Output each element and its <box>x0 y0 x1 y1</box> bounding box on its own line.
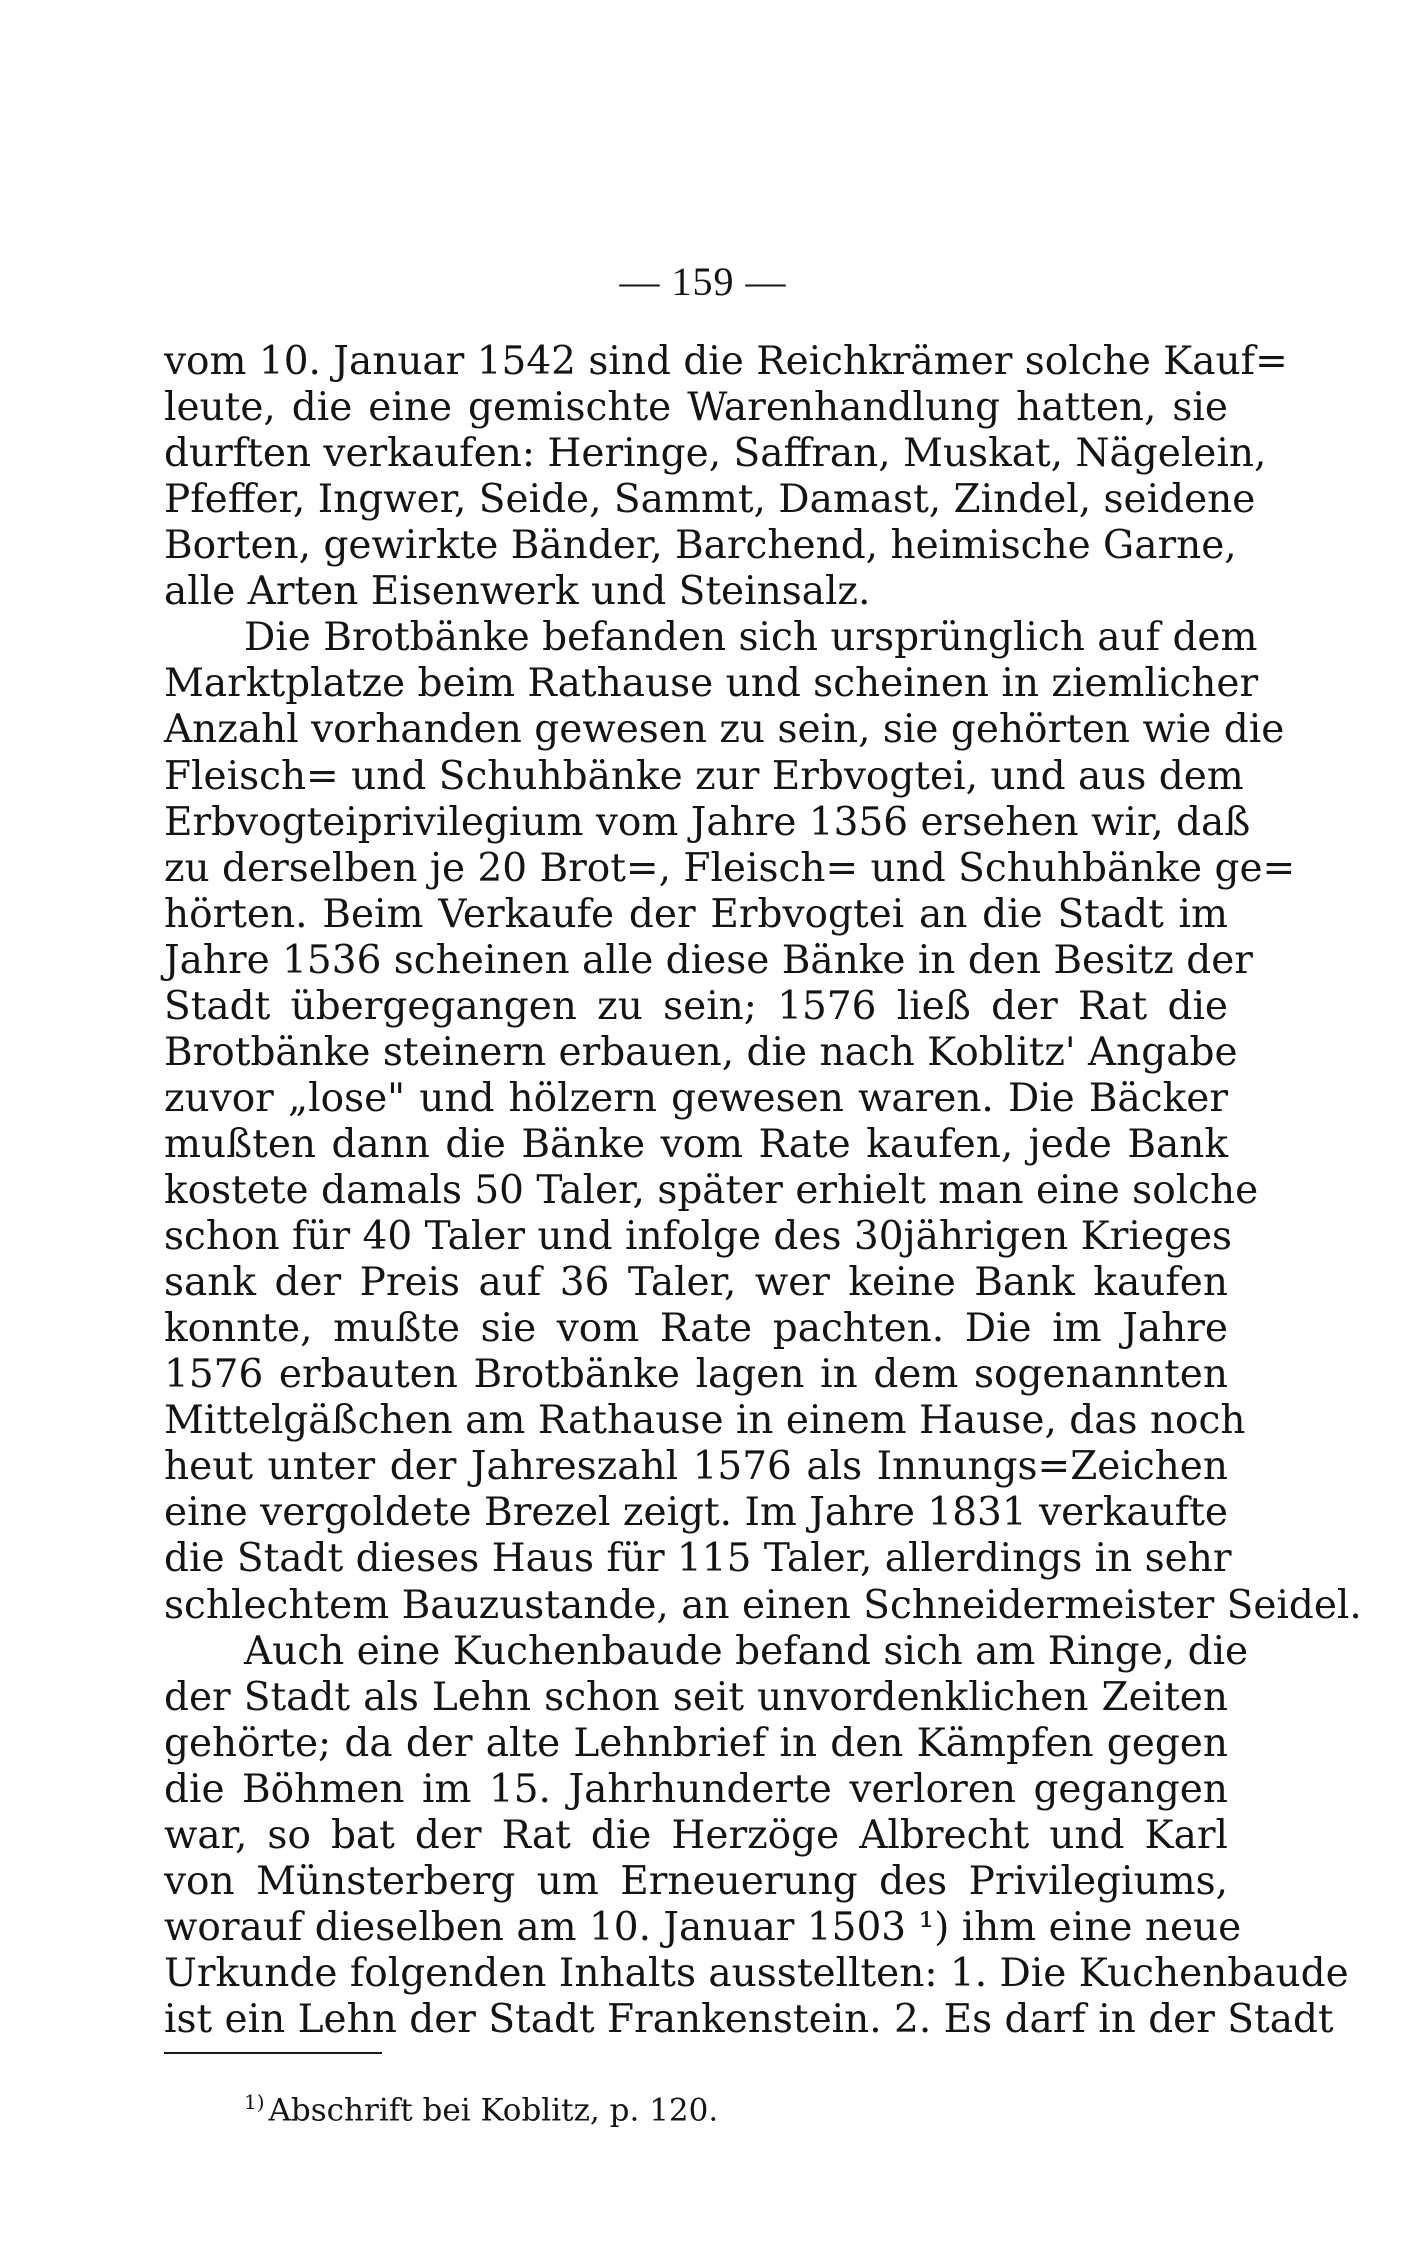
text-line: ist ein Lehn der Stadt Frankenstein. 2. Es darf in der Stadt <box>164 1997 1334 2042</box>
text-line: Mittelgäßchen am Rathause in einem Hause, das noch <box>164 1398 1246 1443</box>
text-line: worauf dieselben am 10. Januar 1503 ¹) ihm eine neue <box>164 1905 1242 1950</box>
text-line: die Böhmen im 15. Jahrhunderte verloren gegangen <box>164 1767 1228 1812</box>
text-line: alle Arten Eisenwerk und Steinsalz. <box>164 569 871 614</box>
text-line: Urkunde folgenden Inhalts ausstellten: 1. Die Kuchenbaude <box>164 1951 1349 1996</box>
text-line: zu derselben je 20 Brot=, Fleisch= und Schuhbänke ge= <box>164 846 1296 891</box>
text-line: eine vergoldete Brezel zeigt. Im Jahre 1831 verkaufte <box>164 1490 1228 1535</box>
text-line: Erbvogteiprivilegium vom Jahre 1356 ersehen wir, daß <box>164 800 1251 845</box>
text-line: Die Brotbänke befanden sich ursprünglich auf dem <box>244 615 1258 660</box>
text-line: Stadt übergegangen zu sein; 1576 ließ der Rat die <box>164 984 1228 1029</box>
footnote-text: Abschrift bei Koblitz, p. 120. <box>268 2092 719 2129</box>
text-line: konnte, mußte sie vom Rate pachten. Die im Jahre <box>164 1306 1228 1351</box>
text-line: heut unter der Jahreszahl 1576 als Innungs=Zeichen <box>164 1444 1228 1489</box>
text-line: leute, die eine gemischte Warenhandlung hatten, sie <box>164 385 1228 430</box>
footnote-marker: 1) <box>244 2090 265 2114</box>
text-line: mußten dann die Bänke vom Rate kaufen, jede Bank <box>164 1122 1228 1167</box>
text-line: von Münsterberg um Erneuerung des Privilegiums, <box>164 1859 1228 1904</box>
text-line: schlechtem Bauzustande, an einen Schneidermeister Seidel. <box>164 1583 1362 1628</box>
text-line: durften verkaufen: Heringe, Saffran, Muskat, Nägelein, <box>164 431 1267 476</box>
text-line: Anzahl vorhanden gewesen zu sein, sie gehörten wie die <box>164 707 1285 752</box>
text-line: zuvor „lose" und hölzern gewesen waren. Die Bäcker <box>164 1076 1228 1121</box>
text-line: gehörte; da der alte Lehnbrief in den Kämpfen gegen <box>164 1721 1228 1766</box>
text-line: kostete damals 50 Taler, später erhielt man eine solche <box>164 1168 1259 1213</box>
text-line: Marktplatze beim Rathause und scheinen in ziemlicher <box>164 661 1259 706</box>
text-line: hörten. Beim Verkaufe der Erbvogtei an die Stadt im <box>164 892 1228 937</box>
text-line: schon für 40 Taler und infolge des 30jährigen Krieges <box>164 1214 1233 1259</box>
text-line: die Stadt dieses Haus für 115 Taler, allerdings in sehr <box>164 1536 1232 1581</box>
text-line: war, so bat der Rat die Herzöge Albrecht und Karl <box>164 1813 1228 1858</box>
text-line: Auch eine Kuchenbaude befand sich am Ringe, die <box>244 1629 1249 1674</box>
text-line: Brotbänke steinern erbauen, die nach Koblitz' Angabe <box>164 1030 1238 1075</box>
text-line: Jahre 1536 scheinen alle diese Bänke in den Besitz der <box>164 938 1253 983</box>
text-line: 1576 erbauten Brotbänke lagen in dem sogenannten <box>164 1352 1228 1397</box>
text-line: Fleisch= und Schuhbänke zur Erbvogtei, und aus dem <box>164 754 1244 799</box>
footnote <box>244 2082 718 2130</box>
text-line: sank der Preis auf 36 Taler, wer keine Bank kaufen <box>164 1260 1228 1305</box>
page-number: — 159 — <box>619 259 787 304</box>
footnote-rule <box>164 2052 382 2054</box>
text-line: Pfeffer, Ingwer, Seide, Sammt, Damast, Zindel, seidene <box>164 477 1256 522</box>
text-line: Borten, gewirkte Bänder, Barchend, heimische Garne, <box>164 523 1237 568</box>
text-line: vom 10. Januar 1542 sind die Reichkrämer solche Kauf= <box>164 339 1288 384</box>
text-line: der Stadt als Lehn schon seit unvordenklichen Zeiten <box>164 1675 1228 1720</box>
